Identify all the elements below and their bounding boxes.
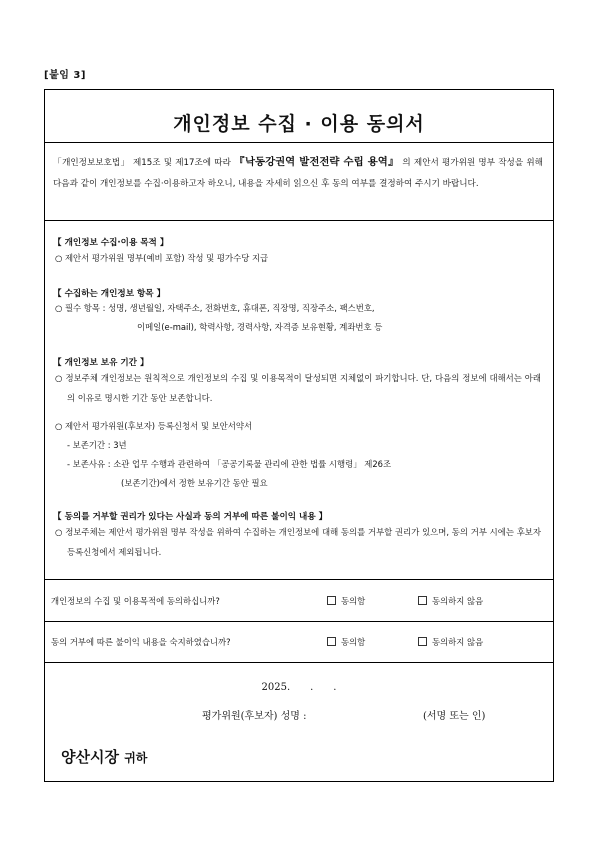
divider <box>45 579 553 580</box>
signature-note: (서명 또는 인) <box>423 711 486 722</box>
retention-item-1: ○ 정보주체 개인정보는 원칙적으로 개인정보의 수집 및 이용목적이 달성되면 지체없이 파기합니다. 단, 다음의 정보에 대해서는 아래의 이유로 명시한 기간 동안 보존합니다. <box>55 373 541 403</box>
addressee <box>61 746 147 767</box>
intro-paragraph <box>53 152 543 195</box>
intro-text-before: 「개인정보보호법」 제15조 및 제17조에 따라 <box>53 158 235 168</box>
disagree-option[interactable]: 동의하지 않음 <box>418 636 483 648</box>
disagree-option[interactable]: 동의하지 않음 <box>418 595 483 607</box>
divider <box>45 220 553 221</box>
collected-heading: 【 수집하는 개인정보 항목 】 <box>53 289 166 299</box>
project-name: 『낙동강권역 발전전략 수립 용역』 <box>234 156 400 168</box>
question-text: 동의 거부에 따른 불이익 내용을 숙지하였습니까? <box>51 637 231 647</box>
purpose-heading: 【 개인정보 수집·이용 목적 】 <box>53 238 169 248</box>
addressee-suffix: 귀하 <box>124 751 148 765</box>
collected-section <box>53 287 541 337</box>
collected-items-line1: ○ 필수 항목 : 성명, 생년월일, 자택주소, 전화번호, 휴대폰, 직장명, 직장주소, 팩스번호, <box>55 303 375 313</box>
agree-option[interactable]: 동의함 <box>327 636 365 648</box>
refusal-section <box>53 510 541 562</box>
refusal-item: ○ 정보주체는 제안서 평가위원 명부 작성을 위하여 수집하는 개인정보에 대해 동의를 거부할 권리가 있으며, 동의 거부 시에는 후보자 등록신청에서 제외됩니다. <box>55 527 541 557</box>
retention-period: - 보존기간 : 3년 <box>67 440 127 450</box>
collected-items-line2: 이메일(e-mail), 학력사항, 경력사항, 자격증 보유현황, 계좌번호 등 <box>137 322 383 332</box>
signature-label: 평가위원(후보자) 성명 : <box>202 711 307 722</box>
addressee-name: 양산시장 <box>61 748 119 766</box>
checkbox-icon[interactable] <box>327 596 336 605</box>
agree-option[interactable]: 동의함 <box>327 595 365 607</box>
purpose-item: ○ 제안서 평가위원 명부(예비 포함) 작성 및 평가수당 지급 <box>55 253 269 263</box>
divider <box>45 142 553 143</box>
retention-section <box>53 356 541 493</box>
checkbox-icon[interactable] <box>418 596 427 605</box>
retention-heading: 【 개인정보 보유 기간 】 <box>53 358 149 368</box>
checkbox-icon[interactable] <box>418 637 427 646</box>
form-title: 개인정보 수집 · 이용 동의서 <box>173 113 425 135</box>
purpose-section <box>53 236 541 268</box>
attachment-label: [붙임 3] <box>44 70 86 81</box>
question-text: 개인정보의 수집 및 이용목적에 동의하십니까? <box>51 596 220 606</box>
intro-text-after: 의 제안서 평가위원 명부 작성을 위해 다음과 같이 개인정보를 수집·이용하고자 하오니, 내용을 자세히 읽으신 후 동의 여부를 결정하여 주시기 바랍니다. <box>53 158 543 189</box>
divider <box>45 662 553 663</box>
refusal-heading: 【 동의를 거부할 권리가 있다는 사실과 동의 거부에 따른 불이익 내용 】 <box>53 512 328 522</box>
retention-reason-cont: (보존기간)에서 정한 보유기간 동안 필요 <box>121 478 268 488</box>
retention-item-2: ○ 제안서 평가위원(후보자) 등록신청서 및 보안서약서 <box>55 421 253 431</box>
consent-form <box>44 89 554 782</box>
date-line: 2025. . . <box>261 682 337 693</box>
retention-reason: - 보존사유 : 소관 업무 수행과 관련하여 「공공기록물 관리에 관한 법률 시행령」 제26조 <box>67 459 392 469</box>
divider <box>45 621 553 622</box>
checkbox-icon[interactable] <box>327 637 336 646</box>
